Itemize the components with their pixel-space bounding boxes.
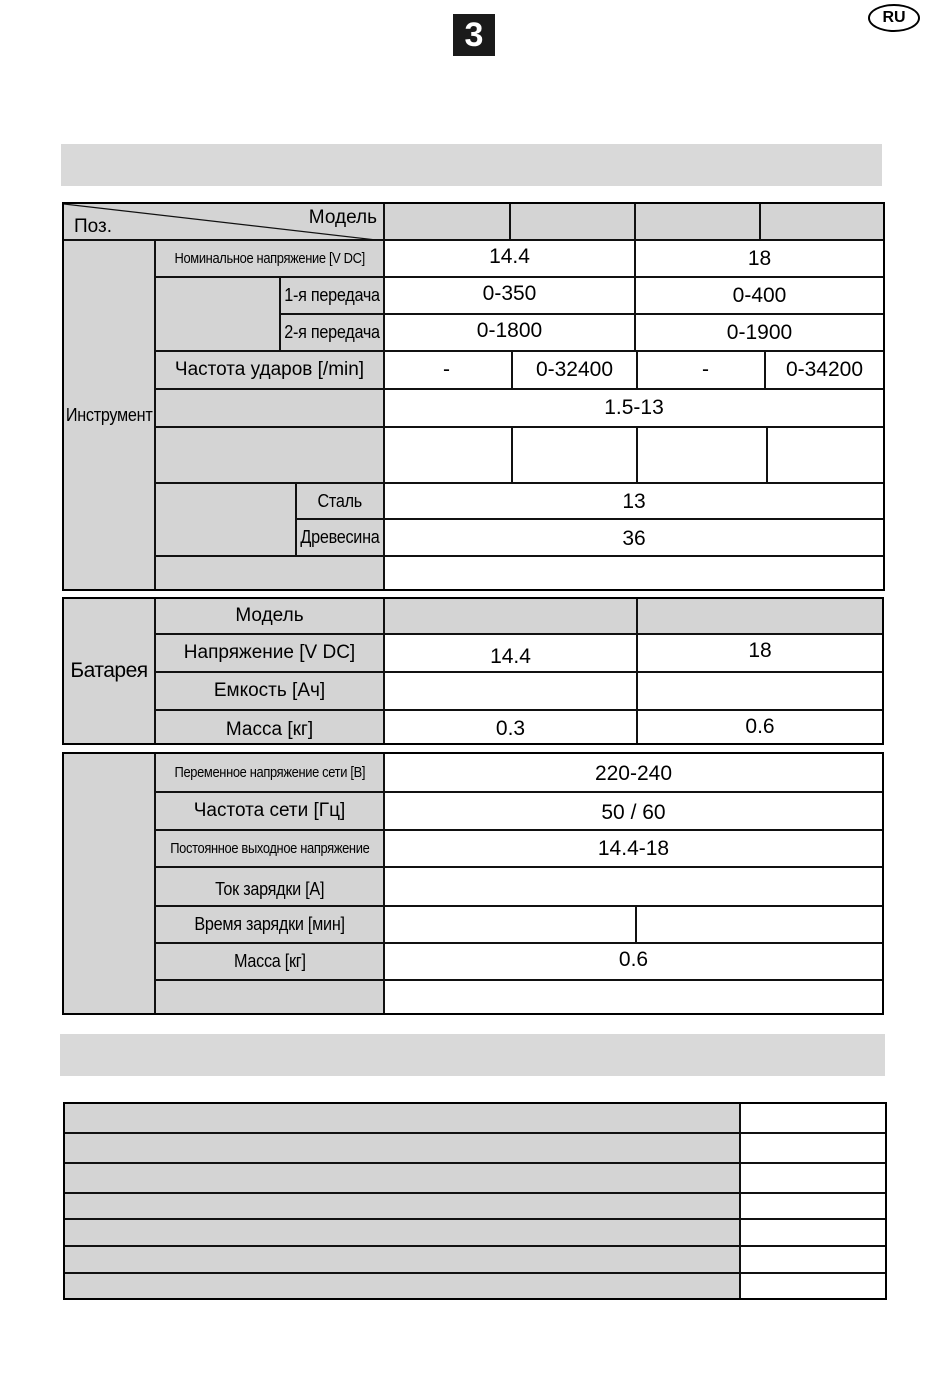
dc-output-label: Постоянное выходное напряжение [155, 830, 384, 867]
model-header-3 [635, 203, 760, 240]
battery-group-label: Батарея [63, 598, 155, 744]
charge-time-label: Время зарядки [мин] [155, 906, 384, 943]
gear2-value-2: 0-1900 [635, 314, 884, 351]
accessory-row-2-name [64, 1133, 740, 1163]
charger-mass-value: 0.6 [384, 943, 883, 980]
model-header-4 [760, 203, 884, 240]
section-band-accessories [60, 1034, 885, 1076]
torque-value-3 [637, 427, 767, 483]
torque-value-2 [512, 427, 637, 483]
battery-capacity-value-2 [637, 672, 883, 710]
charger-group-label [63, 753, 155, 1014]
battery-model-label: Модель [155, 598, 384, 634]
gear2-label: 2-я передача [280, 314, 384, 351]
corner-cell [63, 203, 384, 240]
speed-sublabel [155, 277, 280, 351]
rated-voltage-value-1: 14.4 [384, 240, 635, 277]
battery-voltage-value-2: 18 [637, 634, 883, 672]
wood-value: 36 [384, 519, 884, 556]
accessory-row-3-name [64, 1163, 740, 1193]
battery-voltage-value-1: 14.4 [384, 634, 637, 672]
accessory-row-6-name [64, 1246, 740, 1273]
accessory-row-7-name [64, 1273, 740, 1299]
ac-voltage-label: Переменное напряжение сети [В] [155, 753, 384, 792]
chuck-value: 1.5-13 [384, 389, 884, 427]
rated-voltage-label: Номинальное напряжение [V DC] [155, 240, 384, 277]
accessory-row-7-qty [740, 1273, 886, 1299]
gear1-label: 1-я передача [280, 277, 384, 314]
accessory-row-2-qty [740, 1133, 886, 1163]
battery-mass-label: Масса [кг] [155, 710, 384, 744]
accessory-row-3-qty [740, 1163, 886, 1193]
battery-model-value-2 [637, 598, 883, 634]
corner-pos-label: Поз. [74, 216, 112, 237]
torque-value-1 [384, 427, 512, 483]
battery-mass-value-2: 0.6 [637, 710, 883, 744]
frequency-label: Частота сети [Гц] [155, 792, 384, 830]
gear1-value-1: 0-350 [384, 277, 635, 314]
battery-capacity-value-1 [384, 672, 637, 710]
torque-value-4 [767, 427, 884, 483]
accessory-row-1-name [64, 1103, 740, 1133]
ac-voltage-value: 220-240 [384, 753, 883, 792]
battery-mass-value-1: 0.3 [384, 710, 637, 744]
accessory-row-4-name [64, 1193, 740, 1219]
accessory-row-4-qty [740, 1193, 886, 1219]
gear2-value-1: 0-1800 [384, 314, 635, 351]
charge-current-label: Ток зарядки [А] [155, 867, 384, 906]
dc-output-value: 14.4-18 [384, 830, 883, 867]
language-badge: RU [868, 4, 920, 32]
impact-value-2: 0-32400 [512, 351, 637, 389]
rated-voltage-value-2: 18 [635, 240, 884, 277]
battery-voltage-label: Напряжение [V DC] [155, 634, 384, 672]
charge-current-value [384, 867, 883, 906]
page-number: 3 [453, 14, 495, 56]
impact-value-4: 0-34200 [765, 351, 884, 389]
gear1-value-2: 0-400 [635, 277, 884, 314]
accessory-row-1-qty [740, 1103, 886, 1133]
impact-value-3: - [637, 351, 765, 389]
impact-label: Частота ударов [/min] [155, 351, 384, 389]
drill-capacity-label [155, 483, 296, 556]
accessory-row-6-qty [740, 1246, 886, 1273]
impact-value-1: - [384, 351, 512, 389]
torque-label [155, 427, 384, 483]
tool-mass-label [155, 556, 384, 590]
charge-time-value-1 [384, 906, 636, 943]
wood-label: Древесина [296, 519, 384, 556]
accessory-row-5-qty [740, 1219, 886, 1246]
steel-value: 13 [384, 483, 884, 519]
chuck-label [155, 389, 384, 427]
tool-mass-value [384, 556, 884, 590]
charge-time-value-2 [636, 906, 883, 943]
corner-model-label: Модель [308, 207, 377, 228]
tool-group-label: Инструмент [63, 240, 155, 590]
battery-capacity-label: Емкость [Ач] [155, 672, 384, 710]
charger-extra-value [384, 980, 883, 1014]
battery-model-value-1 [384, 598, 637, 634]
frequency-value: 50 / 60 [384, 792, 883, 830]
steel-label: Сталь [296, 483, 384, 519]
accessory-row-5-name [64, 1219, 740, 1246]
section-band-specs [61, 144, 882, 186]
charger-mass-label: Масса [кг] [155, 943, 384, 980]
model-header-1 [384, 203, 510, 240]
model-header-2 [510, 203, 635, 240]
charger-extra-label [155, 980, 384, 1014]
